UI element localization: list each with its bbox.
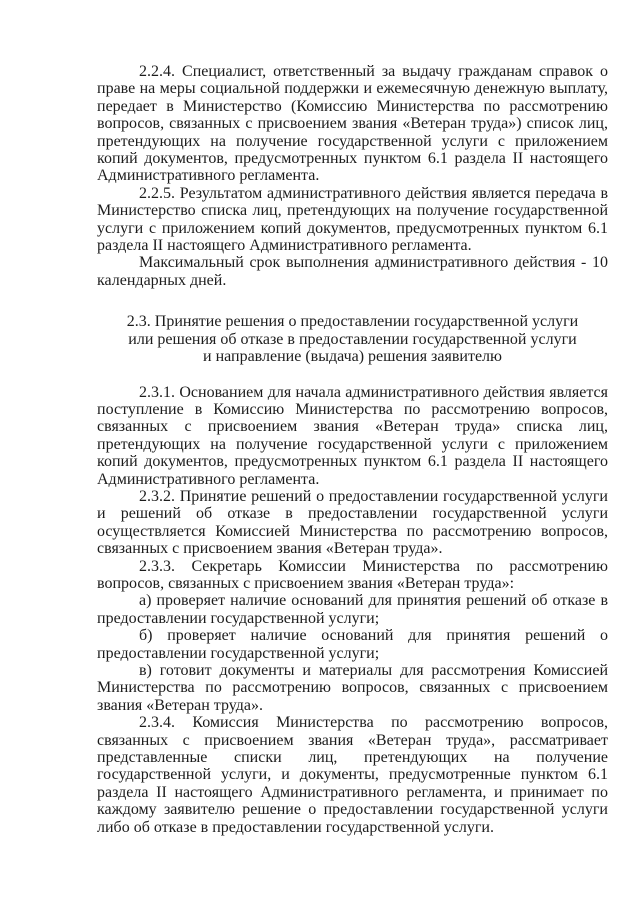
heading-line-1: 2.3. Принятие решения о предоставлении государственной услуги <box>126 313 579 331</box>
clause-2-3-3-item-a: а) проверяет наличие оснований для принятия решений об отказе в предоставлении государственной услуги; <box>97 592 608 627</box>
section-2-2 <box>97 63 608 289</box>
deadline-paragraph: Максимальный срок выполнения административного действия - 10 календарных дней. <box>97 254 608 289</box>
clause-2-3-3-item-b: б) проверяет наличие оснований для принятия решений о предоставлении государственной услуги; <box>97 627 608 662</box>
heading-line-2: или решения об отказе в предоставлении государственной услуги <box>128 330 577 348</box>
clause-2-2-5: 2.2.5. Результатом административного действия является передача в Министерство списка лиц, претендующих на получение государственной услуги с приложением копий документов, предусмотренных пунктом 6.1 раздела II настоящего Административного регламента. <box>97 184 608 255</box>
section-heading-2-3 <box>97 313 608 365</box>
clause-2-3-4: 2.3.4. Комиссия Министерства по рассмотрению вопросов, связанных с присвоением звания «Ветеран труда», рассматривает представленные списки лиц, претендующих на получение государственной услуги, и документы, предусмотренные пунктом 6.1 раздела II настоящего Административного регламента, и принимает по каждому заявителю решение о предоставлении государственной услуги либо об отказе в предоставлении государственной услуги. <box>97 714 608 836</box>
heading-line-3: и направление (выдача) решения заявителю <box>203 348 502 366</box>
document-body <box>97 63 608 836</box>
clause-2-2-4: 2.2.4. Специалист, ответственный за выдачу гражданам справок о праве на меры социальной поддержки и ежемесячную денежную выплату, передает в Министерство (Комиссию Министерства по рассмотрению вопросов, связанных с присвоением звания «Ветеран труда») список лиц, претендующих на получение государственной услуги с приложением копий документов, предусмотренных пунктом 6.1 раздела II настоящего Административного регламента. <box>97 63 608 185</box>
clause-2-3-3-item-c: в) готовит документы и материалы для рассмотрения Комиссией Министерства по рассмотрению вопросов, связанных с присвоением звания «Ветеран труда». <box>97 662 608 714</box>
clause-2-3-2: 2.3.2. Принятие решений о предоставлении государственной услуги и решений об отказе в предоставлении государственной услуги осуществляется Комиссией Министерства по рассмотрению вопросов, связанных с присвоением звания «Ветеран труда». <box>97 487 608 558</box>
clause-2-3-3-intro: 2.3.3. Секретарь Комиссии Министерства по рассмотрению вопросов, связанных с присвоением звания «Ветеран труда»: <box>97 557 608 592</box>
clause-2-3-1: 2.3.1. Основанием для начала административного действия является поступление в Комиссию Министерства по рассмотрению вопросов, связанных с присвоением звания «Ветеран труда» списка лиц, претендующих на получение государственной услуги с приложением копий документов, предусмотренных пунктом 6.1 раздела II настоящего Административного регламента. <box>97 383 608 488</box>
section-2-3 <box>97 384 608 837</box>
